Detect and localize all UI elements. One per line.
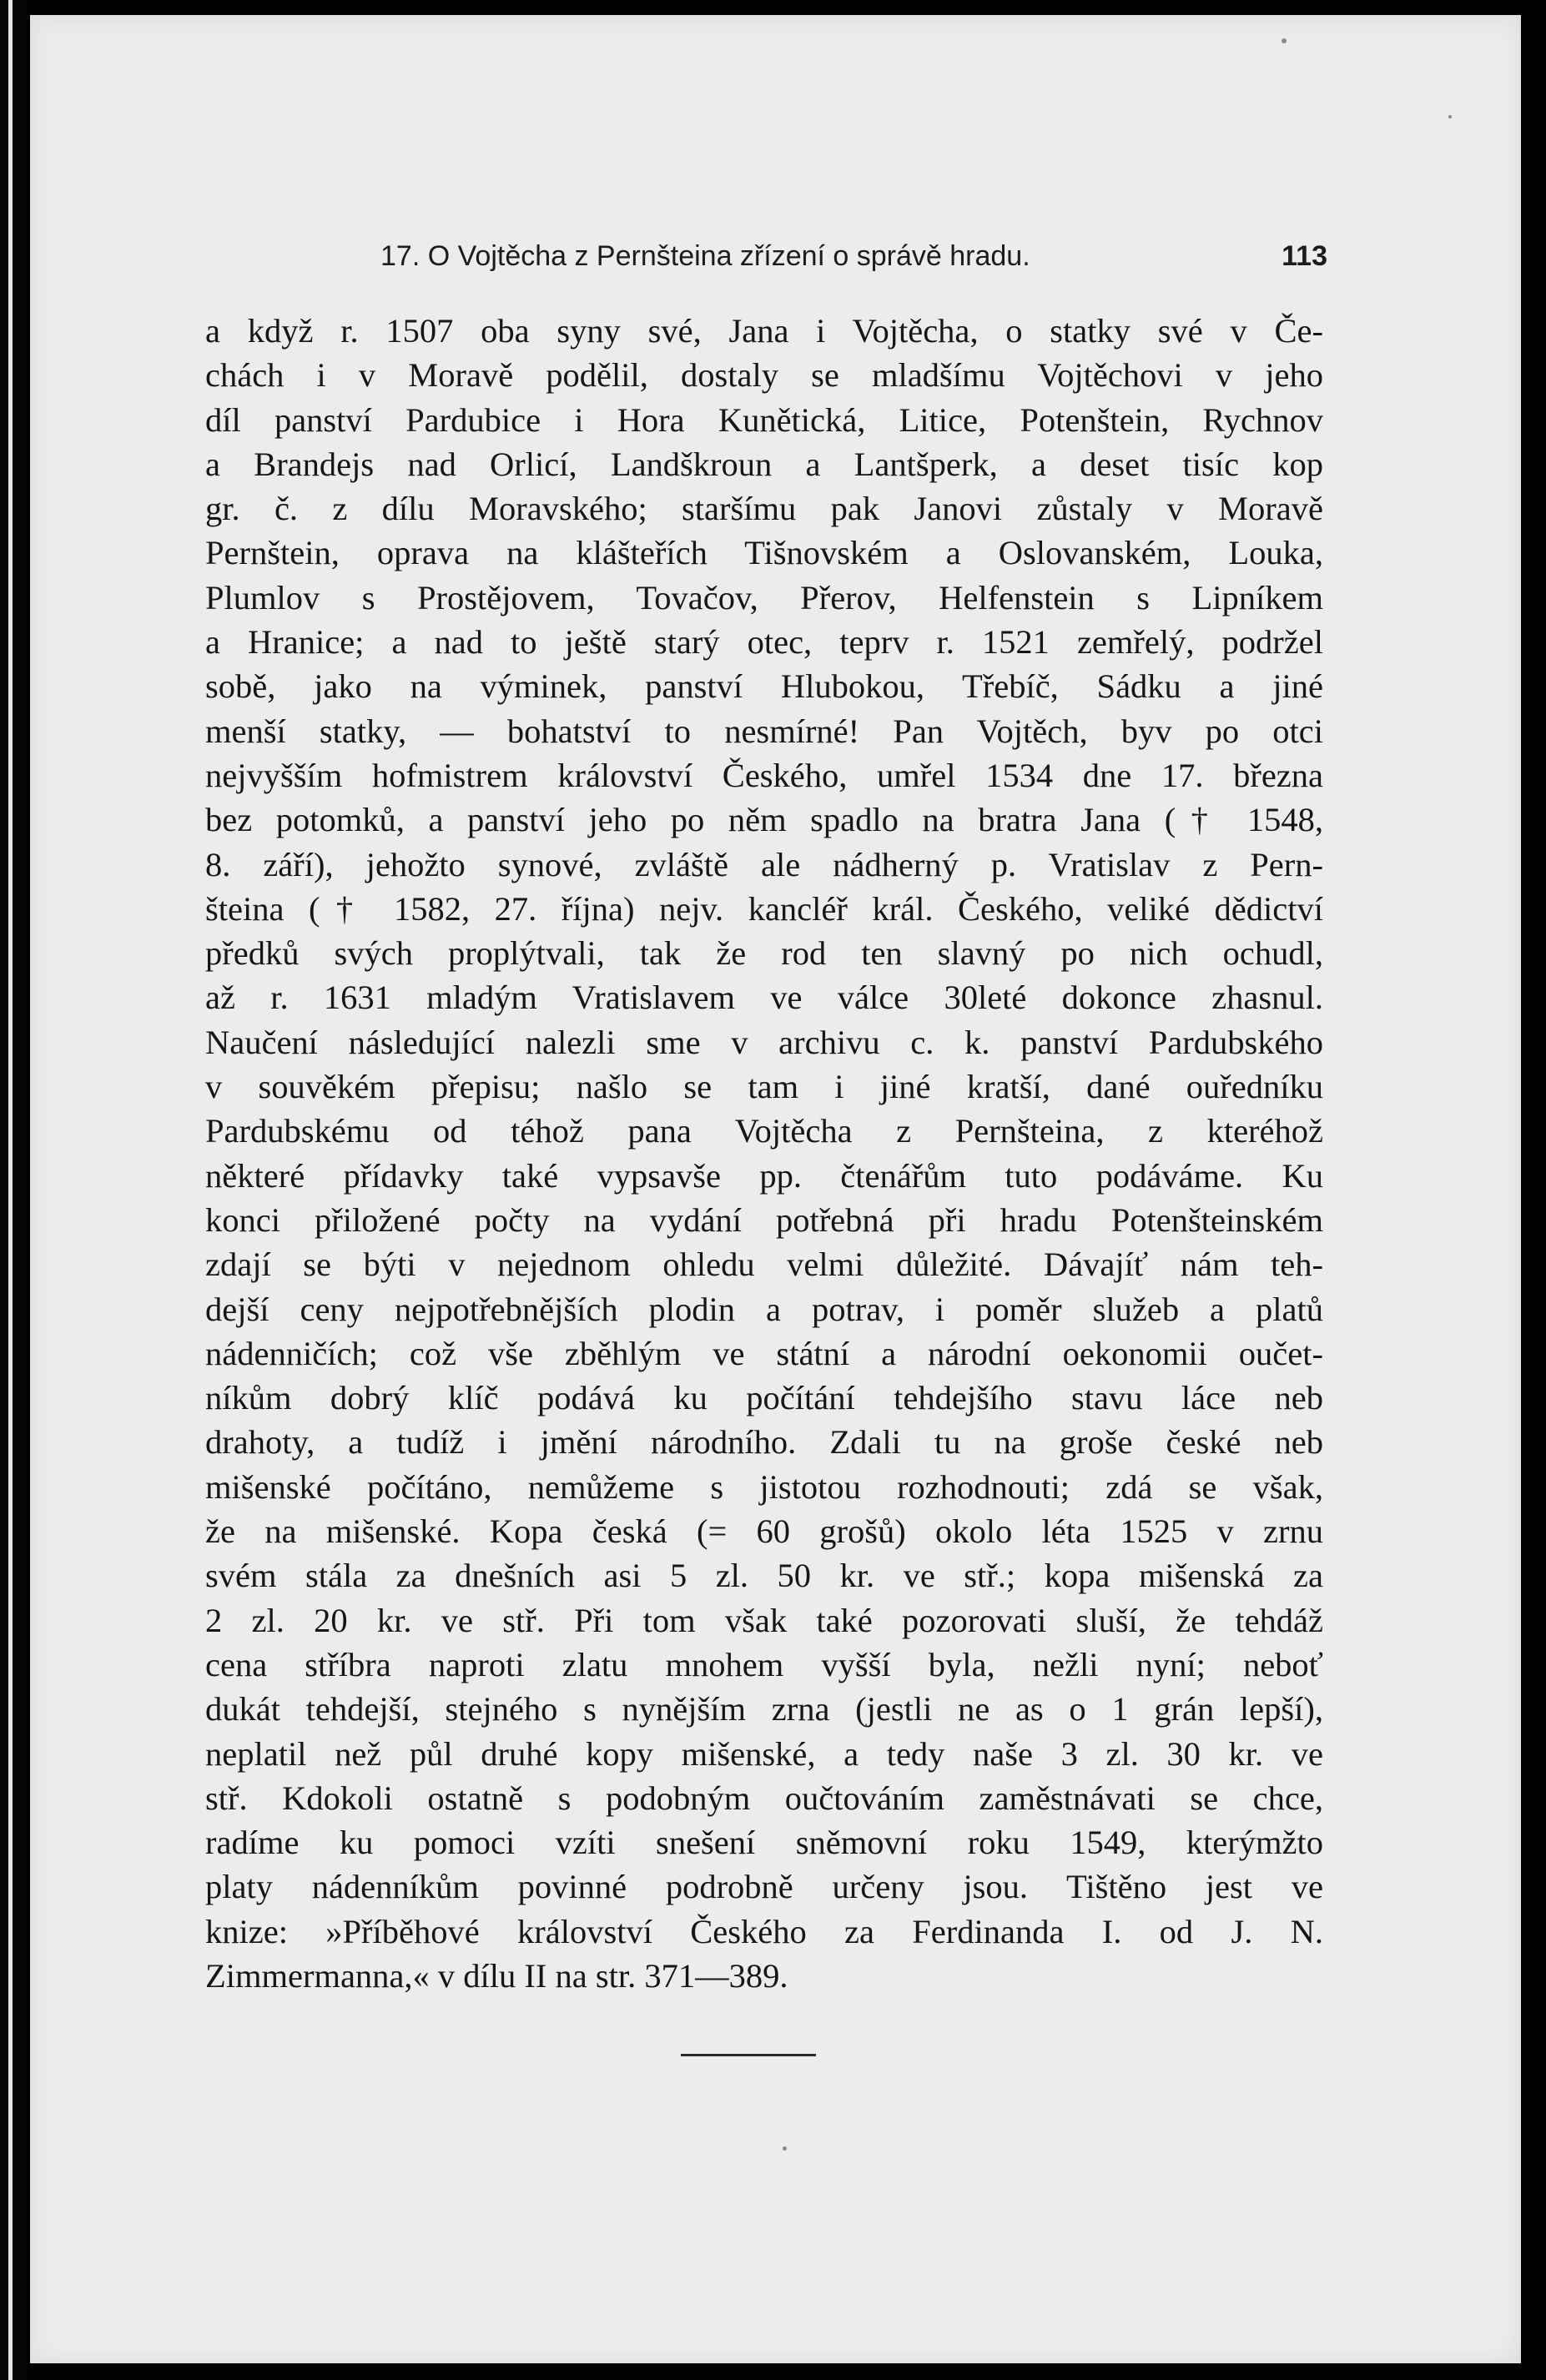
text-line: předků svých proplýtvali, tak že rod ten slavný po nich ochudl,	[205, 934, 1323, 973]
book-binding-edge	[0, 0, 27, 2380]
paper-speck	[1282, 38, 1287, 43]
text-line: až r. 1631 mladým Vratislavem ve válce 30leté dokonce zhasnul.	[205, 979, 1323, 1017]
text-line: že na mišenské. Kopa česká (= 60 grošů) okolo léta 1525 v zrnu	[205, 1512, 1323, 1551]
text-line: díl panství Pardubice i Hora Kunětická, Litice, Potenštein, Rychnov	[205, 400, 1323, 439]
text-line: a Brandejs nad Orlicí, Landškroun a Lantšperk, a deset tisíc kop	[205, 445, 1323, 483]
text-line: radíme ku pomoci vzíti snešení sněmovní roku 1549, kterýmžto	[205, 1824, 1323, 1862]
text-line: sobě, jako na výminek, panství Hlubokou, Třebíč, Sádku a jiné	[205, 667, 1323, 706]
text-line: gr. č. z dílu Moravského; staršímu pak Janovi zůstaly v Moravě	[205, 490, 1323, 528]
text-line: cena stříbra naproti zlatu mnohem vyšší byla, nežli nyní; neboť	[205, 1645, 1323, 1683]
text-line: Naučení následující nalezli sme v archivu c. k. panství Pardubského	[205, 1023, 1323, 1061]
text-line: níkům dobrý klíč podává ku počítání tehdejšího stavu láce neb	[205, 1379, 1323, 1417]
text-line: stř. Kdokoli ostatně s podobným oučtováním zaměstnávati se chce,	[205, 1779, 1323, 1817]
text-line: dejší ceny nejpotřebnějších plodin a potrav, i poměr služeb a platů	[205, 1290, 1323, 1328]
body-paragraph	[205, 309, 1323, 1998]
text-line: Pardubskému od téhož pana Vojtěcha z Pernšteina, z kteréhož	[205, 1112, 1323, 1150]
text-line: platy nádenníkům povinné podrobně určeny jsou. Tištěno jest ve	[205, 1868, 1323, 1906]
text-line: knize: »Příběhové království Českého za Ferdinanda I. od J. N.	[205, 1912, 1323, 1950]
page-number: 113	[1282, 240, 1327, 272]
text-line: konci přiložené počty na vydání potřebná při hradu Potenšteinském	[205, 1200, 1323, 1239]
text-line: neplatil než půl druhé kopy mišenské, a tedy naše 3 zl. 30 kr. ve	[205, 1734, 1323, 1773]
text-line: Pernštein, oprava na klášteřích Tišnovském a Oslovanském, Louka,	[205, 534, 1323, 572]
text-line: 8. září), jehožto synové, zvláště ale nádherný p. Vratislav z Pern-	[205, 845, 1323, 883]
text-line: mišenské počítáno, nemůžeme s jistotou rozhodnouti; zdá se však,	[205, 1467, 1323, 1506]
text-line: menší statky, — bohatství to nesmírné! Pan Vojtěch, byv po otci	[205, 712, 1323, 750]
text-line: nádenničích; což vše zběhlým ve státní a národní oekonomii oučet-	[205, 1334, 1323, 1372]
text-line: bez potomků, a panství jeho po něm spadlo na bratra Jana († 1548,	[205, 801, 1323, 839]
binding-highlight	[8, 0, 13, 2380]
paper-speck	[1448, 115, 1452, 118]
book-page	[30, 15, 1521, 2363]
running-header	[380, 240, 1327, 279]
text-line: svém stála za dnešních asi 5 zl. 50 kr. ve stř.; kopa mišenská za	[205, 1557, 1323, 1595]
text-line: zdají se býti v nejednom ohledu velmi důležité. Dávajíť nám teh-	[205, 1245, 1323, 1284]
running-title: 17. O Vojtěcha z Pernšteina zřízení o správě hradu.	[380, 240, 1030, 272]
text-line: šteina († 1582, 27. října) nejv. kancléř král. Českého, veliké dědictví	[205, 889, 1323, 928]
text-line: v souvěkém přepisu; našlo se tam i jiné kratší, dané ouředníku	[205, 1068, 1323, 1106]
section-end-rule	[681, 2054, 816, 2056]
paper-speck	[783, 2146, 787, 2151]
text-line: Plumlov s Prostějovem, Tovačov, Přerov, Helfenstein s Lipníkem	[205, 578, 1323, 616]
text-line: některé přídavky také vypsavše pp. čtenářům tuto podáváme. Ku	[205, 1156, 1323, 1195]
text-line: chách i v Moravě podělil, dostaly se mladšímu Vojtěchovi v jeho	[205, 356, 1323, 395]
text-line: a když r. 1507 oba syny své, Jana i Vojtěcha, o statky své v Če-	[205, 312, 1323, 350]
text-line: nejvyšším hofmistrem království Českého, umřel 1534 dne 17. března	[205, 756, 1323, 794]
text-line: a Hranice; a nad to ještě starý otec, teprv r. 1521 zemřelý, podržel	[205, 623, 1323, 662]
text-line: drahoty, a tudíž i jmění národního. Zdali tu na groše české neb	[205, 1423, 1323, 1462]
text-line: dukát tehdejší, stejného s nynějším zrna (jestli ne as o 1 grán lepší),	[205, 1690, 1323, 1728]
text-line: 2 zl. 20 kr. ve stř. Při tom však také pozorovati sluší, že tehdáž	[205, 1601, 1323, 1639]
text-line-last: Zimmermanna,« v dílu II na str. 371—389.	[205, 1956, 788, 1995]
